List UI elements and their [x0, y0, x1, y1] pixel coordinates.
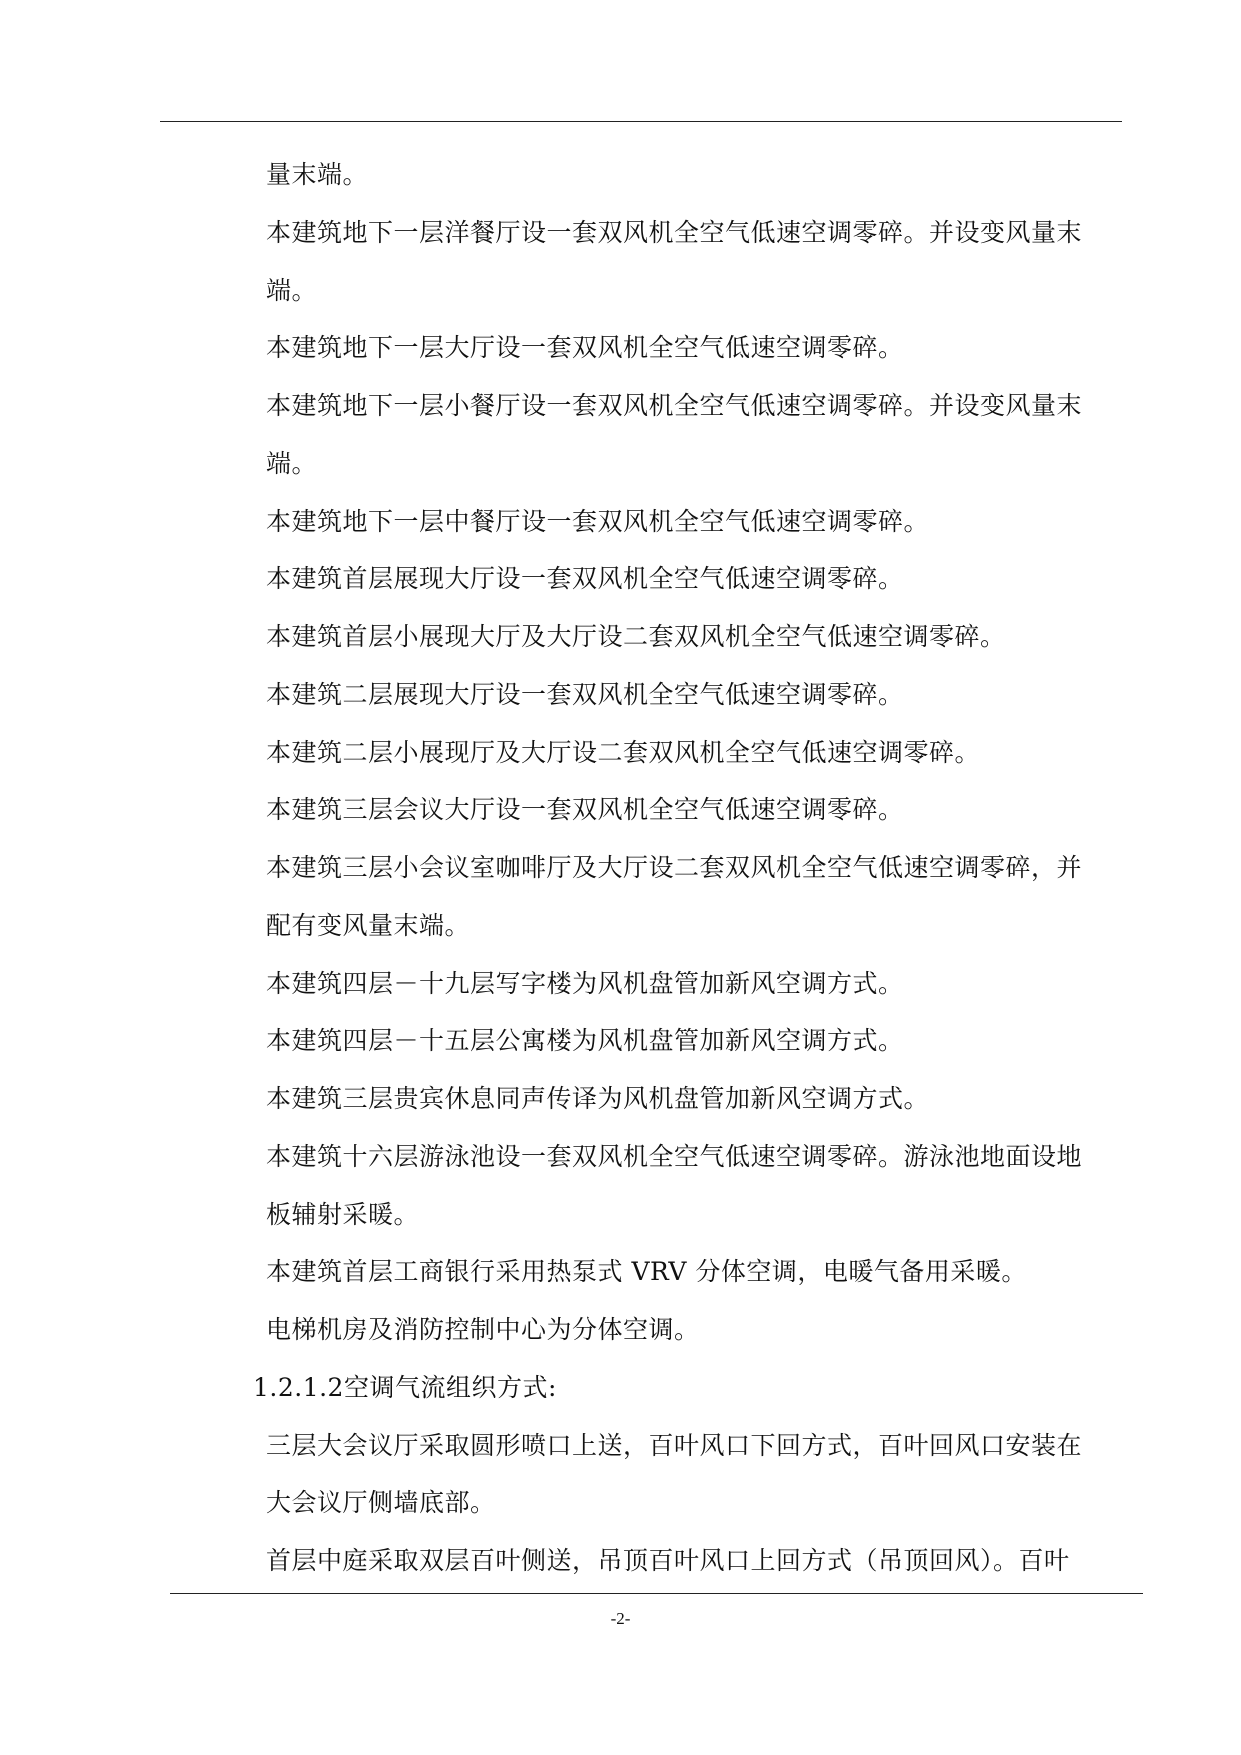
body-line: 本建筑三层小会议室咖啡厅及大厅设二套双风机全空气低速空调零碎，并 [266, 853, 1083, 882]
body-line: 端。 [266, 276, 318, 305]
body-line: 本建筑地下一层大厅设一套双风机全空气低速空调零碎。 [266, 333, 904, 362]
body-line: 量末端。 [266, 160, 369, 189]
body-line: 端。 [266, 449, 318, 478]
footer-rule [170, 1593, 1143, 1594]
body-line: 三层大会议厅采取圆形喷口上送，百叶风口下回方式，百叶回风口安装在 [266, 1431, 1083, 1460]
body-line: 配有变风量末端。 [266, 911, 471, 940]
body-line: 本建筑首层工商银行采用热泵式 VRV 分体空调，电暖气备用采暖。 [266, 1257, 1027, 1286]
body-line: 本建筑十六层游泳池设一套双风机全空气低速空调零碎。游泳池地面设地 [266, 1142, 1083, 1171]
body-line: 本建筑四层－十九层写字楼为风机盘管加新风空调方式。 [266, 969, 904, 998]
section-heading: 1.2.1.2空调气流组织方式: [253, 1373, 557, 1402]
body-line: 本建筑二层小展现厅及大厅设二套双风机全空气低速空调零碎。 [266, 738, 981, 767]
body-line: 本建筑首层展现大厅设一套双风机全空气低速空调零碎。 [266, 564, 904, 593]
body-line: 本建筑地下一层小餐厅设一套双风机全空气低速空调零碎。并设变风量末 [266, 391, 1083, 420]
body-line: 本建筑四层－十五层公寓楼为风机盘管加新风空调方式。 [266, 1026, 904, 1055]
body-line: 首层中庭采取双层百叶侧送，吊顶百叶风口上回方式（吊顶回风）。百叶 [266, 1546, 1070, 1575]
body-line: 本建筑地下一层洋餐厅设一套双风机全空气低速空调零碎。并设变风量末 [266, 218, 1083, 247]
body-line: 本建筑地下一层中餐厅设一套双风机全空气低速空调零碎。 [266, 507, 930, 536]
header-rule [160, 121, 1122, 122]
body-line: 板辅射采暖。 [266, 1200, 420, 1229]
page-number: -2- [610, 1609, 631, 1628]
body-line: 本建筑首层小展现大厅及大厅设二套双风机全空气低速空调零碎。 [266, 622, 1006, 651]
body-line: 本建筑三层贵宾休息同声传译为风机盘管加新风空调方式。 [266, 1084, 930, 1113]
body-line: 电梯机房及消防控制中心为分体空调。 [266, 1315, 700, 1344]
body-line: 大会议厅侧墙底部。 [266, 1488, 496, 1517]
body-line: 本建筑二层展现大厅设一套双风机全空气低速空调零碎。 [266, 680, 904, 709]
body-line: 本建筑三层会议大厅设一套双风机全空气低速空调零碎。 [266, 795, 904, 824]
